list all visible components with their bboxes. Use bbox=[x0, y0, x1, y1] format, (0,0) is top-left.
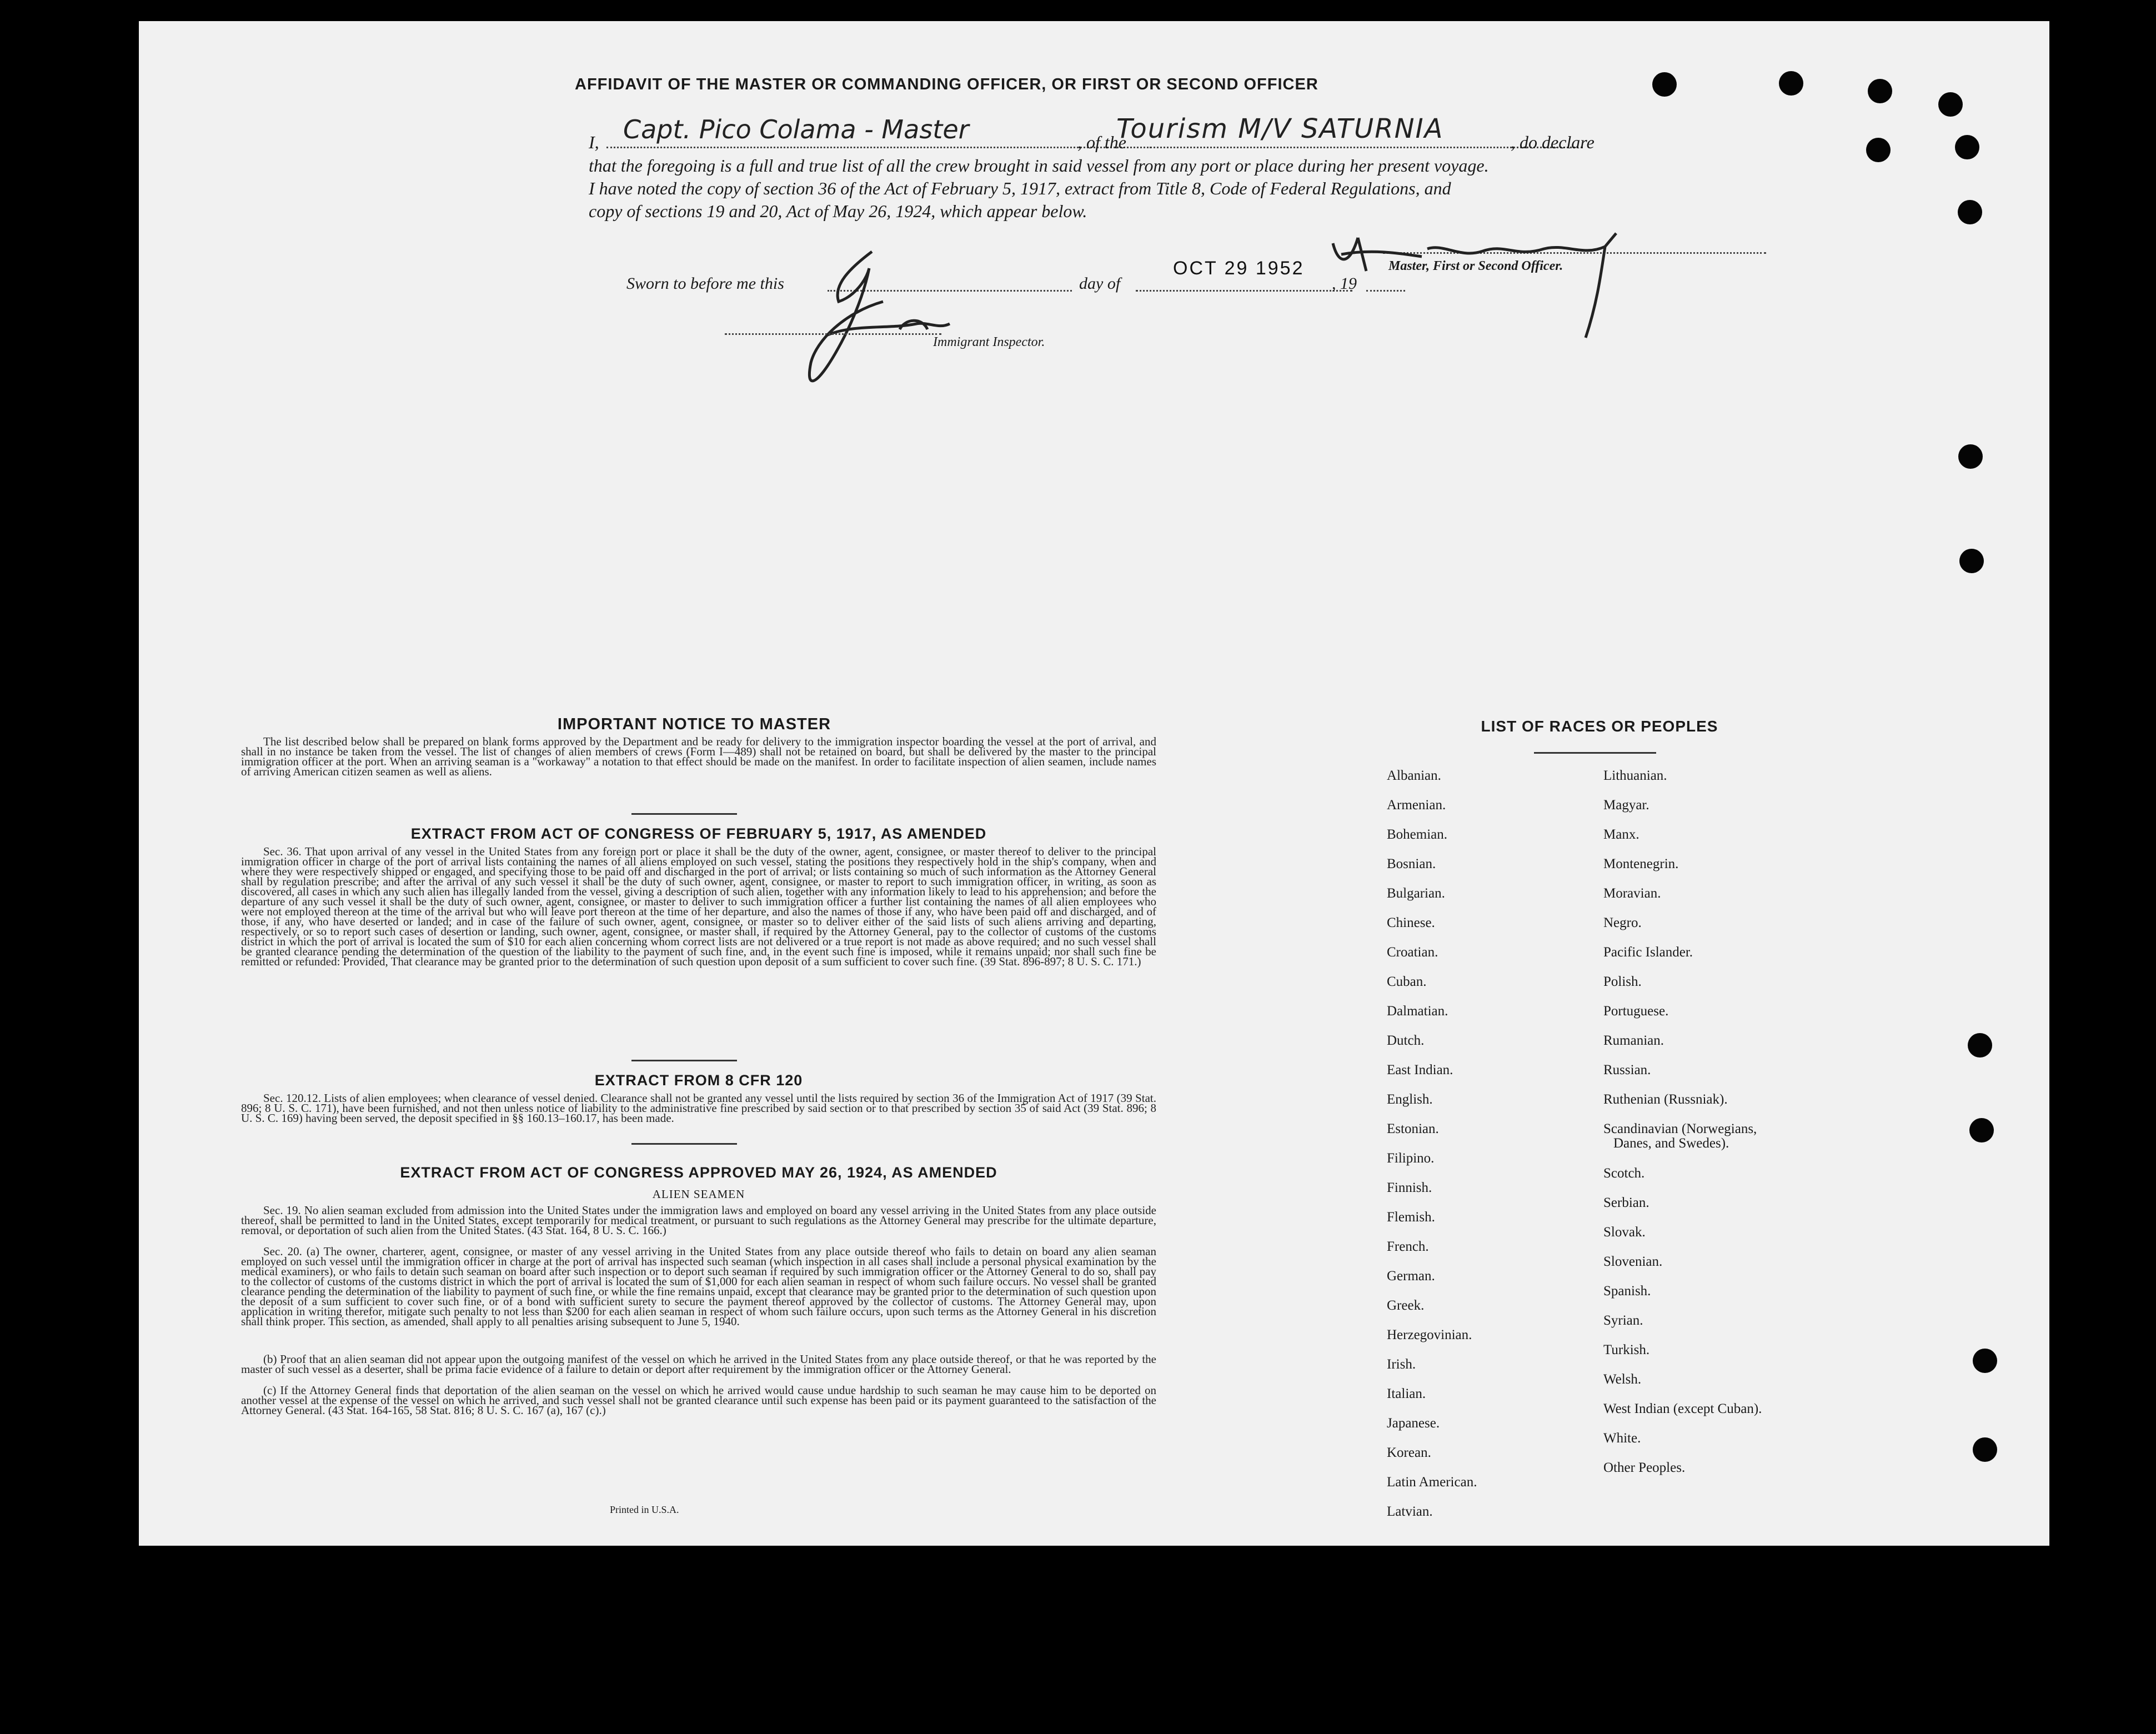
extract-cfr-title: EXTRACT FROM 8 CFR 120 bbox=[594, 1072, 803, 1089]
race-item: Portuguese. bbox=[1603, 1004, 1669, 1019]
race-item: Flemish. bbox=[1387, 1210, 1435, 1225]
punch-hole bbox=[1779, 71, 1803, 96]
punch-hole bbox=[1938, 92, 1963, 117]
punch-hole bbox=[1958, 444, 1983, 469]
extract1917-text: Sec. 36. That upon arrival of any vessel in the United States from any foreign port or place it shall be the duty of the owner, agent, consignee, or master thereof to deliver to the principal immigration officer in charge of the port of arrival lists containing the names of all aliens employed on such vessel, stating the positions they respectively hold in the ship's company, when and where they were respectively shipped or engaged, and specifying those to be paid off and discharged in the port of arrival; or lists containing so much of such information as the Attorney General shall by regulation prescribe; and after the arrival of any such vessel it shall be the duty of such owner, agent, consignee, or master to report to such immigration officer, in writing, as soon as discovered, all cases in which any such alien has illegally landed from the vessel, giving a description of such alien, together with any information likely to lead to his apprehension; and before the departure of any such vessel it shall be the duty of such owner, agent, consignee, or master to deliver to such immigration officer a further list containing the names of all alien employees who were not employed thereon at the time of the arrival but who will leave port thereon at the time of her departure, and also the names of those if any, who have been paid off and discharged, and of those, if any, who have deserted or landed; and in case of the failure of such owner, agent, consignee, or master so to deliver either of the said lists of such aliens arriving and departing, respectively, or so to report such cases of desertion or landing, such owner, agent, consignee, or master shall, if required by the Attorney General, pay to the collector of customs of the customs district in which the port of arrival is located the sum of $10 for each alien concerning whom correct lists are not delivered or a true report is not made as above required; and no such vessel shall be granted clearance pending the determination of the question of the liability to the payment of such fine, and, in the event such fine is imposed, while it remains unpaid; nor shall such fine be remitted or refunded: Provided, That clearance may be granted prior to the determination of such question upon deposit of a sum sufficient to cover such fine. (39 Stat. 896-897; 8 U. S. C. 171.) bbox=[241, 845, 1156, 968]
race-item: Finnish. bbox=[1387, 1180, 1432, 1195]
punch-hole bbox=[1652, 72, 1677, 97]
race-item: Filipino. bbox=[1387, 1151, 1435, 1166]
affidavit-body-line4: copy of sections 19 and 20, Act of May 26, 1924, which appear below. bbox=[589, 201, 1087, 221]
year-line bbox=[1366, 290, 1405, 292]
race-item: Turkish. bbox=[1603, 1342, 1650, 1357]
race-item: Bulgarian. bbox=[1387, 886, 1445, 901]
race-item: Manx. bbox=[1603, 827, 1639, 842]
notice-divider bbox=[631, 813, 737, 815]
race-item: Welsh. bbox=[1603, 1372, 1642, 1387]
vessel-name-handwritten: Tourism M/V SATURNIA bbox=[1116, 113, 1444, 144]
race-item: Croatian. bbox=[1387, 945, 1438, 960]
notice-title: IMPORTANT NOTICE TO MASTER bbox=[557, 715, 831, 733]
affidavit-i-prefix: I, bbox=[589, 132, 599, 152]
extract-cfr-divider bbox=[631, 1143, 737, 1145]
race-item: Polish. bbox=[1603, 974, 1642, 989]
race-item: English. bbox=[1387, 1092, 1433, 1107]
punch-hole bbox=[1866, 138, 1891, 162]
race-item: Slovak. bbox=[1603, 1225, 1646, 1240]
race-item: Negro. bbox=[1603, 915, 1642, 930]
race-item: Chinese. bbox=[1387, 915, 1435, 930]
inspector-caption: Immigrant Inspector. bbox=[933, 335, 1045, 349]
race-item: Moravian. bbox=[1603, 886, 1661, 901]
race-item: Scotch. bbox=[1603, 1166, 1645, 1181]
inspector-signature-line bbox=[725, 333, 941, 335]
race-item: Syrian. bbox=[1603, 1313, 1643, 1328]
day-of-label: day of bbox=[1079, 274, 1121, 293]
race-item: Danes, and Swedes). bbox=[1613, 1136, 1729, 1151]
sworn-prefix: Sworn to before me this bbox=[626, 274, 784, 293]
races-divider bbox=[1534, 752, 1656, 754]
extract1924-subtitle: ALIEN SEAMEN bbox=[652, 1187, 745, 1201]
race-item: Cuban. bbox=[1387, 974, 1427, 989]
race-item: Bosnian. bbox=[1387, 856, 1436, 871]
race-item: Serbian. bbox=[1603, 1195, 1649, 1210]
race-item: German. bbox=[1387, 1269, 1435, 1284]
master-name-handwritten: Capt. Pico Colama - Master bbox=[623, 114, 969, 144]
race-item: Albanian. bbox=[1387, 768, 1441, 783]
punch-hole bbox=[1958, 200, 1982, 224]
extract1924-title: EXTRACT FROM ACT OF CONGRESS APPROVED MAY 26, 1924, AS AMENDED bbox=[400, 1164, 997, 1181]
master-caption: Master, First or Second Officer. bbox=[1388, 259, 1563, 273]
race-item: Rumanian. bbox=[1603, 1033, 1664, 1048]
race-item: Montenegrin. bbox=[1603, 856, 1679, 871]
extract1924-p2: Sec. 20. (a) The owner, charterer, agent, consignee, or master of any vessel arriving in the United States from any place outside thereof who fails to detain on board any alien seaman employed on such vessel until the immigration officer in charge at the port of arrival has inspected such seaman (which inspection in all cases shall include a personal physical examination by the medical examiners), or who fails to detain such seaman on board after such inspection or to deport such seaman if required by such immigration officer or the Attorney General to do so, shall pay to the collector of customs of the customs district in which the port of arrival is located the sum of $1,000 for each alien seaman in respect of whom such failure occurs. No vessel shall be granted clearance pending the determination of the liability to payment of such fine, or while the fine remains unpaid, except that clearance may be granted prior to the determination of such question upon the deposit of a sum sufficient to cover such fine, or of a bond with sufficient surety to secure the payment thereof approved by the collector of customs. The Attorney General may, upon application in writing therefor, mitigate such penalty to not less than $200 for each alien seaman in respect of whom such failure occurs, upon such terms as the Attorney General in his discretion shall think proper. This section, as amended, shall apply to all penalties arising subsequent to June 5, 1940. bbox=[241, 1245, 1156, 1328]
race-item: Dutch. bbox=[1387, 1033, 1425, 1048]
race-item: Ruthenian (Russniak). bbox=[1603, 1092, 1728, 1107]
race-item: Japanese. bbox=[1387, 1416, 1440, 1431]
punch-hole bbox=[1968, 1033, 1992, 1058]
master-signature bbox=[1316, 210, 1672, 349]
race-item: Greek. bbox=[1387, 1298, 1425, 1313]
extract1924-p3: (b) Proof that an alien seaman did not appear upon the outgoing manifest of the vessel on which he arrived in the United States from any place outside thereof, or that he was reported by the master of such vessel as a deserter, shall be prima facie evidence of a failure to detain or deport after requirement by the immigration officer or the Attorney General. bbox=[241, 1352, 1156, 1376]
race-item: Spanish. bbox=[1603, 1284, 1651, 1299]
document-page bbox=[139, 21, 2049, 1546]
race-item: Estonian. bbox=[1387, 1121, 1439, 1136]
punch-hole bbox=[1973, 1349, 1997, 1373]
race-item: Italian. bbox=[1387, 1386, 1426, 1401]
punch-hole bbox=[1955, 135, 1979, 159]
race-item: Pacific Islander. bbox=[1603, 945, 1693, 960]
inspector-signature bbox=[772, 246, 972, 396]
extract1917-title: EXTRACT FROM ACT OF CONGRESS OF FEBRUARY 5, 1917, AS AMENDED bbox=[410, 825, 987, 842]
affidavit-body-line2: that the foregoing is a full and true list of all the crew brought in said vessel from any port or place during her present voyage. bbox=[589, 156, 1489, 176]
extract1917-divider bbox=[631, 1060, 737, 1061]
race-item: French. bbox=[1387, 1239, 1429, 1254]
race-item: West Indian (except Cuban). bbox=[1603, 1401, 1762, 1416]
race-item: Other Peoples. bbox=[1603, 1460, 1686, 1475]
extract1924-p4: (c) If the Attorney General finds that deportation of the alien seaman on the vessel on which he arrived would cause undue hardship to such seaman he may cause him to be deported on another vessel at the expense of the vessel on which he arrived, and such vessel shall not be granted clearance until such expense has been paid or its payment guaranteed to the satisfaction of the Attorney General. (43 Stat. 164-165, 58 Stat. 816; 8 U. S. C. 167 (a), 167 (c).) bbox=[241, 1384, 1156, 1417]
extract-cfr-text: Sec. 120.12. Lists of alien employees; when clearance of vessel denied. Clearance shall not be granted any vessel until the lists required by section 36 of the Immigration Act of 1917 (39 Stat. 896; 8 U. S. C. 171), have been furnished, and not then unless notice of liability to the administrative fine prescribed by said section or to that prescribed by section 35 of said Act (39 Stat. 896; 8 U. S. C. 169) having been served, the deposit specified in §§ 160.13–160.17, has been made. bbox=[241, 1091, 1156, 1125]
race-item: Magyar. bbox=[1603, 798, 1649, 813]
race-item: Armenian. bbox=[1387, 798, 1446, 813]
race-item: Scandinavian (Norwegians, bbox=[1603, 1121, 1757, 1136]
punch-hole bbox=[1868, 79, 1892, 103]
race-item: Herzegovinian. bbox=[1387, 1327, 1472, 1342]
affidavit-body-line3: I have noted the copy of section 36 of the Act of February 5, 1917, extract from Title 8, Code of Federal Regulations, and bbox=[589, 178, 1451, 198]
race-item: White. bbox=[1603, 1431, 1641, 1446]
affidavit-title: AFFIDAVIT OF THE MASTER OR COMMANDING OFFICER, OR FIRST OR SECOND OFFICER bbox=[575, 76, 1318, 93]
notice-text: The list described below shall be prepared on blank forms approved by the Department and be ready for delivery to the immigration inspector boarding the vessel at the port of arrival, and shall in no instance be taken from the vessel. The list of changes of alien members of crews (Form I—489) shall not be retained on board, but shall be delivered by the master to the principal immigration officer at the port. When an arriving seaman is a "workaway" a notation to that effect should be made on the manifest. In order to facilitate inspection of alien seamen, include names of arriving American citizen seamen as well as aliens. bbox=[241, 735, 1156, 778]
race-item: Irish. bbox=[1387, 1357, 1416, 1372]
race-item: Latin American. bbox=[1387, 1475, 1477, 1490]
race-item: East Indian. bbox=[1387, 1063, 1453, 1078]
race-item: Lithuanian. bbox=[1603, 768, 1667, 783]
extract1924-p1: Sec. 19. No alien seaman excluded from admission into the United States under the immigration laws and employed on board any vessel arriving in the United States from any place outside thereof, shall be permitted to land in the United States, except temporarily for medical treatment, or pursuant to such regulations as the Attorney General may prescribe for the ultimate departure, removal, or deportation of such alien from the United States. (43 Stat. 164, 8 U. S. C. 166.) bbox=[241, 1204, 1156, 1237]
race-item: Russian. bbox=[1603, 1063, 1651, 1078]
affidavit-do-declare: , do declare bbox=[1511, 132, 1595, 152]
affidavit-of-the: , of the bbox=[1077, 132, 1126, 152]
races-title: LIST OF RACES OR PEOPLES bbox=[1481, 718, 1718, 735]
printed-in-usa: Printed in U.S.A. bbox=[610, 1504, 679, 1515]
year-prefix: , 19 bbox=[1332, 274, 1357, 293]
race-item: Slovenian. bbox=[1603, 1254, 1663, 1269]
race-item: Korean. bbox=[1387, 1445, 1431, 1460]
race-item: Latvian. bbox=[1387, 1504, 1433, 1519]
sworn-month-line bbox=[1136, 290, 1352, 292]
race-item: Bohemian. bbox=[1387, 827, 1448, 842]
race-item: Dalmatian. bbox=[1387, 1004, 1448, 1019]
stamped-date: OCT 29 1952 bbox=[1173, 258, 1305, 279]
punch-hole bbox=[1969, 1118, 1994, 1142]
punch-hole bbox=[1973, 1437, 1997, 1462]
punch-hole bbox=[1959, 549, 1984, 573]
